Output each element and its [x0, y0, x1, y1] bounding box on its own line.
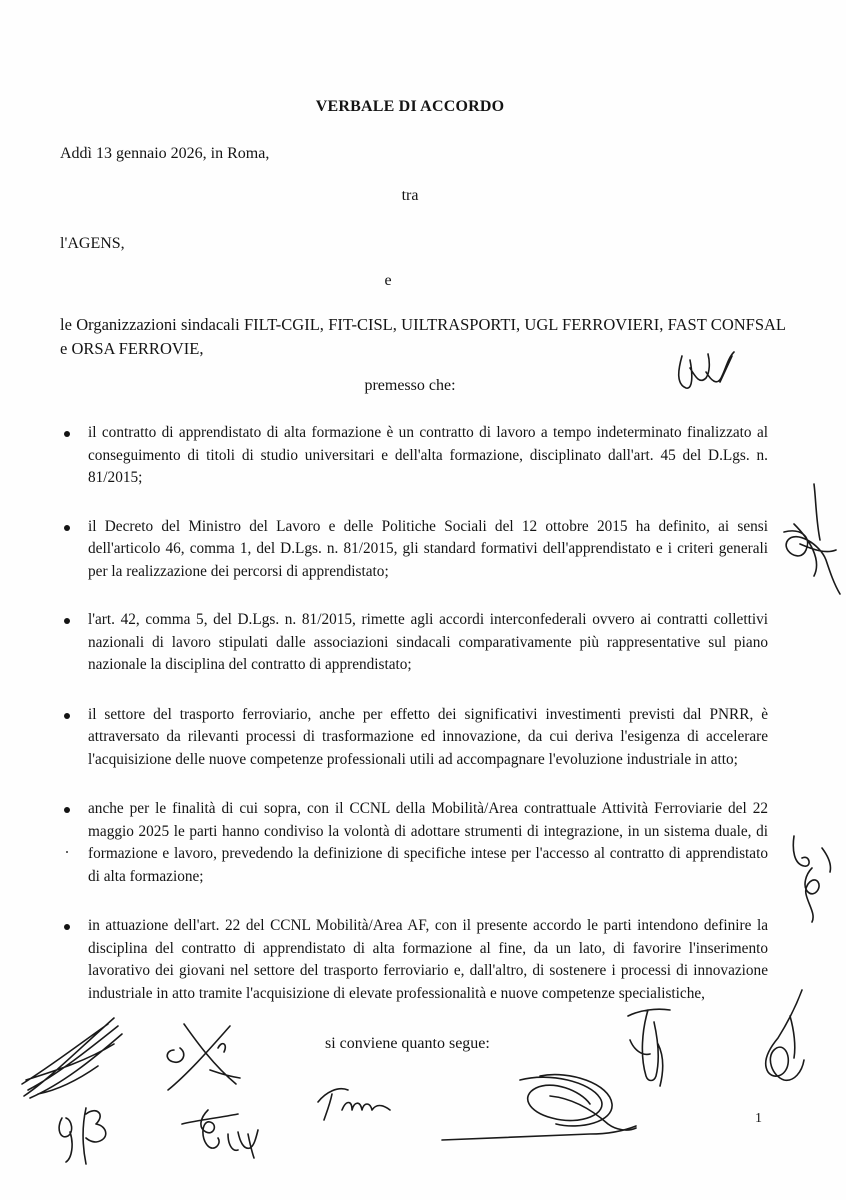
bullet-icon	[64, 618, 70, 624]
conviene-label: si conviene quanto segue:	[325, 1035, 490, 1052]
signature-bottom-center	[312, 1080, 396, 1124]
signature-bottom-left-2	[160, 1020, 246, 1094]
document-title: VERBALE DI ACCORDO	[315, 98, 505, 115]
bullet-icon	[64, 431, 70, 437]
signature-right-margin-2	[782, 828, 842, 928]
signature-bottom-left-4	[178, 1104, 264, 1160]
premise-item	[60, 609, 768, 677]
bullet-icon	[64, 807, 70, 813]
premise-item	[60, 516, 768, 584]
premise-text: in attuazione dell'art. 22 del CCNL Mobilità/Area AF, con il presente accordo le parti intendono definire la disciplina del contratto di apprendistato di alta formazione al fine, da un lato, di favorire l'inserimento lavorativo dei giovani nel settore del trasporto ferroviario e, dall'altro, di sostenere i processi di innovazione industriale in atto tramite l'acquisizione di elevate professionalità e nuove competenze specialistiche,	[88, 917, 768, 1002]
page-number: 1	[755, 1111, 762, 1126]
stray-mark	[66, 851, 68, 853]
party-one: l'AGENS,	[60, 235, 125, 252]
signature-right-margin-1	[770, 480, 846, 598]
tra-label: tra	[401, 187, 419, 204]
signature-bottom-center-large	[440, 1068, 640, 1150]
premise-text: il settore del trasporto ferroviario, anche per effetto dei significativi investimenti previsti dal PNRR, è attraversato da rilevanti processi di trasformazione ed innovazione, da cui deriva l'esigenza di accelerare l'acquisizione delle nuove competenze professionali utili ad accompagnare l'evoluzione industriale in atto;	[88, 705, 768, 768]
premise-item	[60, 704, 768, 772]
premise-text: il Decreto del Ministro del Lavoro e delle Politiche Sociali del 12 ottobre 2015 ha definito, ai sensi dell'articolo 46, comma 1, del D.Lgs. n. 81/2015, gli standard formativi dell'apprendistato e i criteri generali per la realizzazione dei percorsi di apprendistato;	[88, 517, 768, 580]
bullet-icon	[64, 525, 70, 531]
premise-text: l'art. 42, comma 5, del D.Lgs. n. 81/2015, rimette agli accordi interconfederali ovvero ai contratti collettivi nazionali di lavoro stipulati dalle associazioni sindacali comparativamente più rappresentative sul piano nazionale la disciplina del contratto di apprendistato;	[88, 611, 768, 673]
bullet-icon	[64, 924, 70, 930]
signature-bottom-right-1	[620, 1000, 676, 1090]
premise-text: il contratto di apprendistato di alta formazione è un contratto di lavoro a tempo indeterminato finalizzato al conseguimento di titoli di studio universitari e dell'alta formazione, disciplinato dall'art. 45 del D.Lgs. n. 81/2015;	[88, 424, 768, 486]
bullet-icon	[64, 713, 70, 719]
premise-text: anche per le finalità di cui sopra, con il CCNL della Mobilità/Area contrattuale Attività Ferroviarie del 22 maggio 2025 le parti hanno condiviso la volontà di adottare strumenti di integrazione, in un sistema duale, di formazione e lavoro, prevedendo la definizione di specifiche intese per l'accesso al contratto di apprendistato di alta formazione;	[88, 800, 768, 885]
premise-item	[60, 422, 768, 490]
premise-item	[60, 915, 768, 1005]
signature-bottom-left-1	[18, 1010, 128, 1102]
premise-item	[60, 798, 768, 888]
date-place: Addì 13 gennaio 2026, in Roma,	[60, 145, 270, 162]
e-label: e	[384, 272, 392, 289]
signature-bottom-left-3	[52, 1102, 114, 1168]
premesso-label: premesso che:	[364, 377, 456, 394]
party-two: le Organizzazioni sindacali FILT-CGIL, FIT-CISL, UILTRASPORTI, UGL FERROVIERI, FAST CONFSAL e ORSA FERROVIE,	[60, 315, 786, 358]
premises-list	[60, 422, 768, 1005]
